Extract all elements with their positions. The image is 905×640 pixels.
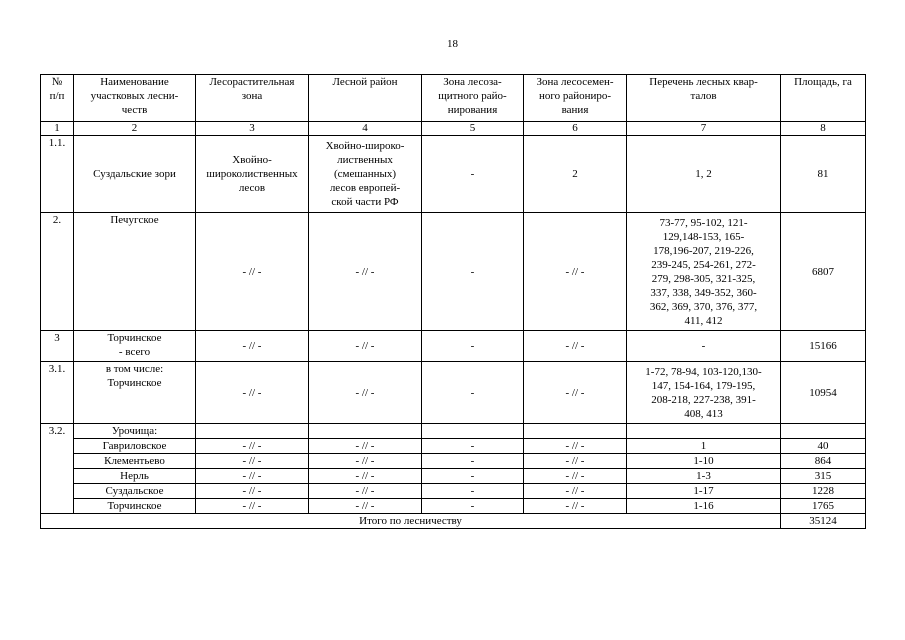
seed-zone: - // - [524, 213, 627, 331]
forestry-name: Печугское [74, 213, 196, 331]
tract-name: Суздальское [74, 484, 196, 499]
forest-zone: - // - [196, 469, 309, 484]
protection-zone: - [422, 469, 524, 484]
column-number: 4 [309, 122, 422, 136]
forest-district: - // - [309, 439, 422, 454]
table-row [41, 331, 866, 362]
forest-quarters: 1-72, 78-94, 103-120,130- 147, 154-164, 179-195, 208-218, 227-238, 391- 408, 413 [627, 362, 781, 424]
column-number: 8 [781, 122, 866, 136]
column-number-row [41, 122, 866, 136]
forest-district: - // - [309, 469, 422, 484]
row-number: 3.2. [41, 424, 74, 514]
protection-zone: - [422, 331, 524, 362]
protection-zone: - [422, 484, 524, 499]
forest-quarters: 1, 2 [627, 136, 781, 213]
seed-zone: - // - [524, 331, 627, 362]
section-label: Урочища: [74, 424, 196, 439]
column-number: 7 [627, 122, 781, 136]
seed-zone: - // - [524, 499, 627, 514]
forest-district: - // - [309, 499, 422, 514]
header-cell-seed: Зона лесосемен- ного райониро- вания [524, 75, 627, 122]
forest-zone: - // - [196, 439, 309, 454]
forest-district: - // - [309, 484, 422, 499]
protection-zone: - [422, 439, 524, 454]
forest-quarters: 1-10 [627, 454, 781, 469]
forest-district: Хвойно-широко- лиственных (смешанных) лесов европей- ской части РФ [309, 136, 422, 213]
area-value: 81 [781, 136, 866, 213]
forest-zone: - // - [196, 331, 309, 362]
area-value: 6807 [781, 213, 866, 331]
forest-zone: - // - [196, 213, 309, 331]
header-cell-quarters: Перечень лесных квар- талов [627, 75, 781, 122]
table-row [41, 213, 866, 331]
forest-quarters: 1 [627, 439, 781, 454]
seed-zone: 2 [524, 136, 627, 213]
area-value: 40 [781, 439, 866, 454]
forest-zone: Хвойно- широколиственных лесов [196, 136, 309, 213]
area-value: 864 [781, 454, 866, 469]
forest-district: - // - [309, 454, 422, 469]
forest-district: - // - [309, 362, 422, 424]
table-row [41, 424, 866, 439]
forest-district: - // - [309, 331, 422, 362]
area-value: 10954 [781, 362, 866, 424]
table-row [41, 454, 866, 469]
tract-name: Торчинское [74, 499, 196, 514]
tract-name: Клементьево [74, 454, 196, 469]
row-number: 3 [41, 331, 74, 362]
forest-quarters: 1-3 [627, 469, 781, 484]
table-row [41, 136, 866, 213]
row-number: 3.1. [41, 362, 74, 424]
total-row [41, 514, 866, 529]
header-cell-zone: Лесорастительная зона [196, 75, 309, 122]
forestry-name: в том числе: Торчинское [74, 362, 196, 424]
seed-zone: - // - [524, 362, 627, 424]
seed-zone: - // - [524, 484, 627, 499]
protection-zone: - [422, 136, 524, 213]
header-cell-protect: Зона лесоза- щитного райо- нирования [422, 75, 524, 122]
seed-zone: - // - [524, 439, 627, 454]
area-value: 1765 [781, 499, 866, 514]
column-number: 5 [422, 122, 524, 136]
area-value: 1228 [781, 484, 866, 499]
forestry-name: Торчинское - всего [74, 331, 196, 362]
header-cell-district: Лесной район [309, 75, 422, 122]
forest-quarters: - [627, 331, 781, 362]
area-value: 15166 [781, 331, 866, 362]
forest-zone: - // - [196, 454, 309, 469]
forest-zone: - // - [196, 484, 309, 499]
forest-zone: - // - [196, 362, 309, 424]
seed-zone: - // - [524, 454, 627, 469]
column-number: 2 [74, 122, 196, 136]
table-row [41, 362, 866, 424]
forest-district: - // - [309, 213, 422, 331]
header-row [41, 75, 866, 122]
table-row [41, 469, 866, 484]
forest-quarters: 1-17 [627, 484, 781, 499]
table-row [41, 439, 866, 454]
protection-zone: - [422, 362, 524, 424]
seed-zone: - // - [524, 469, 627, 484]
row-number: 2. [41, 213, 74, 331]
forestry-name: Суздальские зори [74, 136, 196, 213]
header-cell-name: Наименование участковых лесни- честв [74, 75, 196, 122]
table-row [41, 484, 866, 499]
table-row [41, 499, 866, 514]
tract-name: Гавриловское [74, 439, 196, 454]
header-cell-num: № п/п [41, 75, 74, 122]
total-label: Итого по лесничеству [41, 514, 781, 529]
protection-zone: - [422, 454, 524, 469]
forest-quarters: 73-77, 95-102, 121- 129,148-153, 165- 178,196-207, 219-226, 239-245, 254-261, 272- 279, 298-305, 321-325, 337, 338, 349-352, 360- 362, 369, 370, 376, 377, 411, 412 [627, 213, 781, 331]
row-number: 1.1. [41, 136, 74, 213]
column-number: 6 [524, 122, 627, 136]
page-number: 18 [447, 38, 458, 50]
total-area: 35124 [781, 514, 866, 529]
area-value: 315 [781, 469, 866, 484]
protection-zone: - [422, 213, 524, 331]
forest-quarters: 1-16 [627, 499, 781, 514]
column-number: 1 [41, 122, 74, 136]
tract-name: Нерль [74, 469, 196, 484]
column-number: 3 [196, 122, 309, 136]
protection-zone: - [422, 499, 524, 514]
forest-zone: - // - [196, 499, 309, 514]
forestry-table [40, 74, 866, 529]
header-cell-area: Площадь, га [781, 75, 866, 122]
